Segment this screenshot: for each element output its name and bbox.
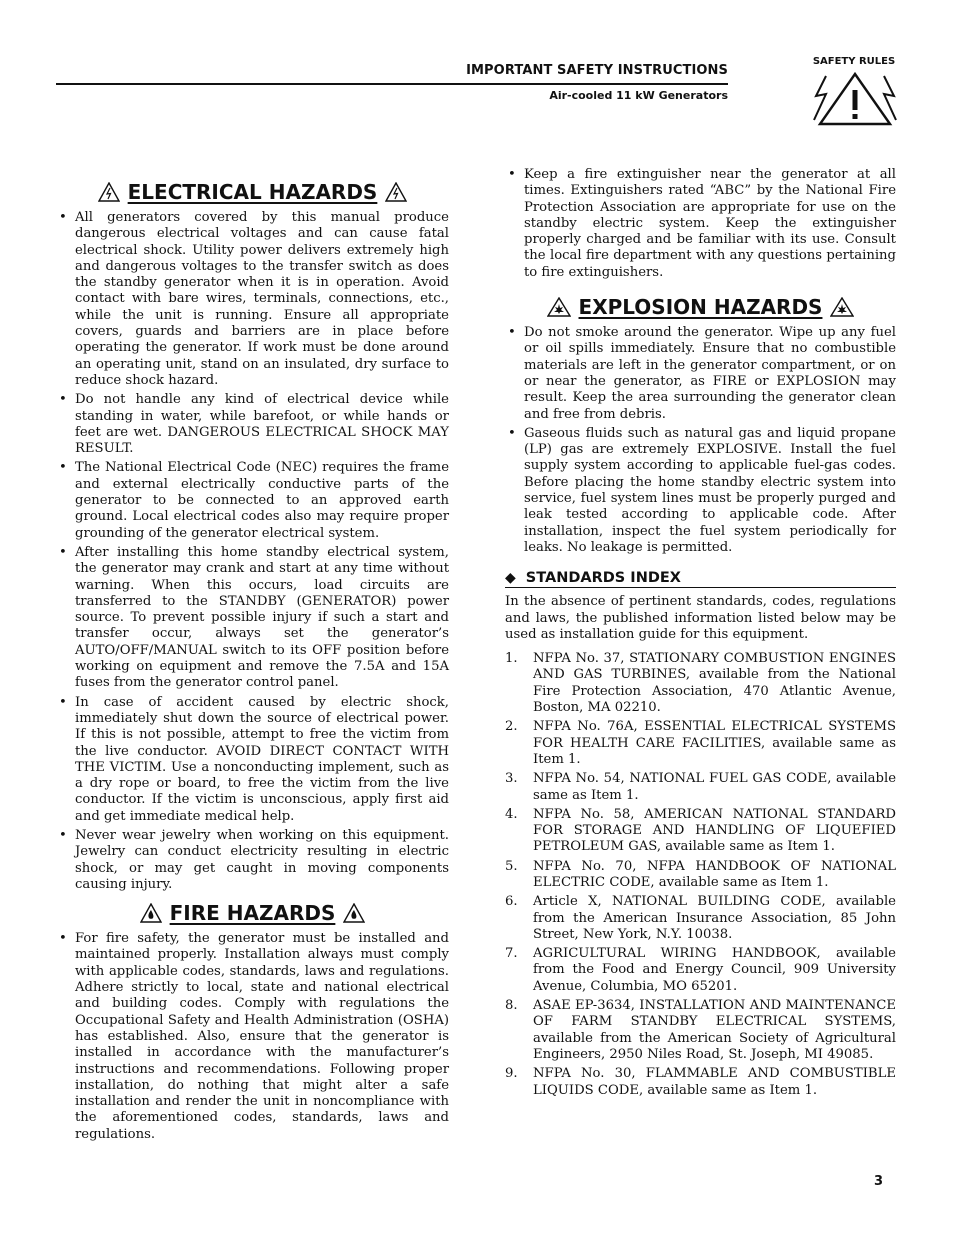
list-item: 3. NFPA No. 54, NATIONAL FUEL GAS CODE, available same as Item 1. bbox=[505, 771, 896, 803]
list-item: • All generators covered by this manual produce dangerous electrical voltages and can cause fatal electrical shock. Utility power delivers extremely high and dangerous voltages to the transfer switch as does the standby generator when it is in operation. Avoid contact with bare wires, terminals, connections, etc., while the unit is running. Ensure all appropriate covers, guards and barriers are in place before operating the generator. If work must be done around an operating unit, stand on an insulated, dry surface to reduce shock hazard. bbox=[59, 210, 449, 388]
safety-rules-badge bbox=[806, 56, 902, 128]
explosion-hazards-heading bbox=[505, 295, 896, 319]
fire-hazards-heading bbox=[56, 901, 449, 925]
header-title: IMPORTANT SAFETY INSTRUCTIONS bbox=[466, 63, 728, 78]
list-item: • After installing this home standby electrical system, the generator may crank and start at any time without warning. When this occurs, load circuits are transferred to the STANDBY (GENERATOR) power source. To prevent possible injury if such a start and transfer occur, always set the generator’s AUTO/OFF/MANUAL switch to its OFF position before working on equipment and remove the 7.5A and 15A fuses from the generator control panel. bbox=[59, 544, 449, 691]
safety-rules-label: SAFETY RULES bbox=[812, 56, 896, 67]
list-item: • The National Electrical Code (NEC) requires the frame and external electrically conductive parts of the generator to be connected to an approved earth ground. Local electrical codes also may require proper grounding of the generator electrical system. bbox=[59, 460, 449, 541]
list-item: 9. NFPA No. 30, FLAMMABLE AND COMBUSTIBLE LIQUIDS CODE, available same as Item 1. bbox=[505, 1066, 896, 1098]
fire-warning-icon bbox=[140, 903, 162, 923]
electrical-hazards-heading bbox=[56, 180, 449, 204]
right-column bbox=[505, 167, 896, 1102]
electrical-warning-icon bbox=[385, 182, 407, 202]
standards-index-heading bbox=[505, 570, 896, 588]
list-item: 8. ASAE EP-3634, INSTALLATION AND MAINTENANCE OF FARM STANDBY ELECTRICAL SYSTEMS, available from the American Society of Agricultural Engineers, 2950 Niles Road, St. Joseph, MI 49085. bbox=[505, 998, 896, 1062]
explosion-hazards-list bbox=[505, 325, 896, 556]
fire-hazards-list bbox=[56, 931, 449, 1143]
list-item: 6. Article X, NATIONAL BUILDING CODE, available from the American Insurance Association, 85 John Street, New York, N.Y. 10038. bbox=[505, 894, 896, 942]
warning-lightning-icon bbox=[812, 70, 898, 128]
standards-intro: In the absence of pertinent standards, codes, regulations and laws, the published information listed below may be used as installation guide for this equipment. bbox=[505, 594, 896, 642]
list-item: • Gaseous fluids such as natural gas and liquid propane (LP) gas are extremely EXPLOSIVE. Install the fuel supply system according to applicable fuel-gas codes. Before placing the home standby electric system into service, fuel system lines must be properly purged and leak tested according to applicable code. After installation, inspect the fuel system periodically for leaks. No leakage is permitted. bbox=[508, 425, 896, 555]
list-item: 1. NFPA No. 37, STATIONARY COMBUSTION ENGINES AND GAS TURBINES, available from the National Fire Protection Association, 470 Atlantic Avenue, Boston, MA 02210. bbox=[505, 651, 896, 716]
list-item: 5. NFPA No. 70, NFPA HANDBOOK OF NATIONAL ELECTRIC CODE, available same as Item 1. bbox=[505, 858, 896, 890]
list-item: • Never wear jewelry when working on this equipment. Jewelry can conduct electricity resulting in electric shock, or may get caught in moving components causing injury. bbox=[59, 827, 449, 892]
list-item: • Do not smoke around the generator. Wipe up any fuel or oil spills immediately. Ensure that no combustible materials are left in the generator compartment, or on or near the generator, as FIRE or EXPLOSION may result. Keep the area surrounding the generator clean and free from debris. bbox=[508, 325, 896, 422]
electrical-warning-icon bbox=[98, 182, 120, 202]
fire-warning-icon bbox=[343, 903, 365, 923]
list-item: 2. NFPA No. 76A, ESSENTIAL ELECTRICAL SYSTEMS FOR HEALTH CARE FACILITIES, available same as Item 1. bbox=[505, 719, 896, 767]
explosion-hazards-title: EXPLOSION HAZARDS bbox=[578, 295, 823, 320]
list-item: 7. AGRICULTURAL WIRING HANDBOOK, available from the Food and Energy Council, 909 University Avenue, Columbia, MO 65201. bbox=[505, 946, 896, 994]
electrical-hazards-title: ELECTRICAL HAZARDS bbox=[127, 180, 378, 204]
list-item: • For fire safety, the generator must be installed and maintained properly. Installation always must comply with applicable codes, standards, laws and regulations. Adhere strictly to local, state and national electrical and building codes. Comply with regulations the Occupational Safety and Health Administration (OSHA) has established. Also, ensure that the generator is installed in accordance with the manufacturer’s instructions and recommendations. Following proper installation, do nothing that might alter a safe installation and render the unit in noncompliance with the aforementioned codes, standards, laws and regulations. bbox=[59, 931, 449, 1142]
list-item: • Keep a fire extinguisher near the generator at all times. Extinguishers rated “ABC” by the National Fire Protection Association are appropriate for use on the standby electric system. Keep the extinguisher properly charged and be familiar with its use. Consult the local fire department with any questions pertaining to fire extinguishers. bbox=[508, 167, 896, 280]
page-number: 3 bbox=[874, 1174, 884, 1189]
standards-index-title: STANDARDS INDEX bbox=[525, 570, 681, 587]
list-item: 4. NFPA No. 58, AMERICAN NATIONAL STANDARD FOR STORAGE AND HANDLING OF LIQUEFIED PETROLEUM GAS, available same as Item 1. bbox=[505, 806, 896, 855]
list-item: • In case of accident caused by electric shock, immediately shut down the source of electrical power. If this is not possible, attempt to free the victim from the live conductor. AVOID DIRECT CONTACT WITH THE VICTIM. Use a nonconducting implement, such as a dry rope or board, to free the victim from the live conductor. If the victim is unconscious, apply first aid and get immediate medical help. bbox=[59, 694, 449, 824]
left-column bbox=[56, 180, 449, 1146]
explosion-warning-icon bbox=[547, 297, 571, 317]
fire-hazards-title: FIRE HAZARDS bbox=[169, 901, 336, 926]
standards-list bbox=[505, 651, 896, 1099]
list-item: • Do not handle any kind of electrical device while standing in water, while barefoot, or while hands or feet are wet. DANGEROUS ELECTRICAL SHOCK MAY RESULT. bbox=[59, 392, 449, 457]
electrical-hazards-list bbox=[56, 210, 449, 893]
header-subtitle: Air-cooled 11 kW Generators bbox=[549, 89, 728, 102]
diamond-icon: ◆ bbox=[505, 570, 516, 587]
header-rule bbox=[56, 83, 728, 85]
fire-hazards-list-continued bbox=[505, 167, 896, 281]
explosion-warning-icon bbox=[830, 297, 854, 317]
